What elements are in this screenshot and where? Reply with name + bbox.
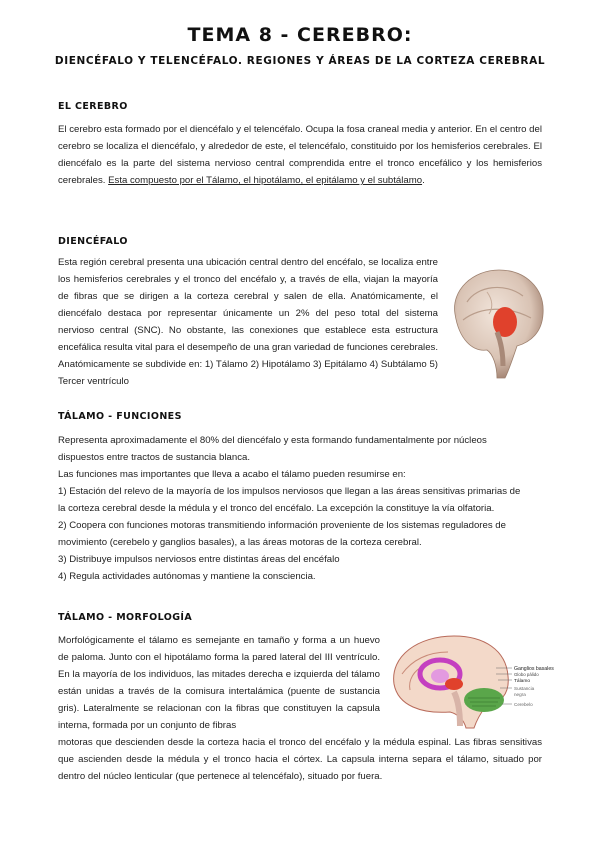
text-line: dispuestos entre tractos de sustancia blanca.: [58, 452, 250, 463]
cerebellum-shape: [464, 688, 504, 712]
text-line: movimiento (cerebelo y ganglios basales), a las áreas motoras de la corteza cerebral.: [58, 537, 422, 548]
text-line: Las funciones mas importantes que lleva a acabo el tálamo pueden resumirse en:: [58, 469, 406, 480]
text-line: 3) Distribuye impulsos nerviosos entre distintas áreas del encéfalo: [58, 554, 340, 565]
text-line: 4) Regula actividades autónomas y mantiene la consciencia.: [58, 571, 316, 582]
cerebro-period: .: [422, 175, 425, 186]
brain-diencephalon-image: [447, 262, 547, 380]
paragraph-morfologia-side: Morfológicamente el tálamo es semejante en tamaño y forma a un huevo de paloma. Junto con el hipotálamo forma la pared lateral del III ventrículo. En la mayoría de los individuos, las mitades derecha e izquierda del tálamo están unidas a través de la comisura intertalámica (puente de sustancia gris). Lateralmente se relacionan con la fibras que constituyen la capsula interna, formada por un conjunto de fibras: [58, 635, 380, 731]
text-line: la corteza cerebral desde la médula y el tronco del encéfalo. La excepción la constituye la vía olfatoria.: [58, 503, 495, 514]
section-heading-talamo-morfologia: TÁLAMO - MORFOLOGÍA: [58, 612, 193, 623]
paragraph-cerebro: [58, 121, 542, 189]
page-subtitle: DIENCÉFALO Y TELENCÉFALO. REGIONES Y ÁREAS DE LA CORTEZA CEREBRAL: [54, 55, 546, 67]
text-line: 2) Coopera con funciones motoras transmitiendo información proveniente de los sistemas reguladores de: [58, 520, 506, 531]
page-title: TEMA 8 - CEREBRO:: [187, 24, 413, 46]
label-negra: negra: [514, 692, 526, 697]
brain-thalamus-diagram: [388, 630, 554, 730]
paragraph-diencefalo: Esta región cerebral presenta una ubicación central dentro del encéfalo, se localiza entre los hemisferios cerebrales y el tronco del encéfalo y, a través de ella, viajan la mayoría de fibras que se dirigen a la corteza cerebral y salen de ella. Anatómicamente, el diencéfalo destaca por representar únicamente un 2% del peso total del sistema nervioso central (SNC). No obstante, las conexiones que establece esta estructura encefálica resulta vital para el desempeño de una gran variedad de funciones cerebrales. Anatómicamente se subdivide en: 1) Tálamo 2) Hipotálamo 3) Epitálamo 4) Subtálamo 5) Tercer ventrículo: [58, 257, 438, 387]
section-heading-cerebro: EL CEREBRO: [58, 101, 128, 112]
section-heading-diencefalo: DIENCÉFALO: [58, 236, 128, 247]
cerebro-text: El cerebro esta formado por el diencéfalo y el telencéfalo. Ocupa la fosa craneal media y anterior. En el centro del cerebro se localiza el diencéfalo, y alrededor de este, el telencéfalo, constituido por los hemisferios cerebrales. El diencéfalo es la parte del sistema nervioso central comprendida entre el tronco encefálico y los hemisferios cerebrales.: [58, 124, 542, 186]
text-line: Representa aproximadamente el 80% del diencéfalo y esta formando fundamentalmente por núcleos: [58, 435, 487, 446]
thalamus-shape: [445, 678, 463, 690]
label-talamo: Tálamo: [514, 679, 530, 684]
section-heading-talamo-funciones: TÁLAMO - FUNCIONES: [58, 411, 182, 422]
label-sustancia: Sustancia: [514, 686, 535, 691]
cerebro-underlined-text: Esta compuesto por el Tálamo, el hipotálamo, el epitálamo y el subtálamo: [108, 175, 423, 186]
paragraph-talamo-funciones: [58, 432, 548, 585]
label-cerebelo: Cerebelo: [514, 702, 533, 707]
label-globo-palido: Globo pálido: [514, 672, 539, 677]
paragraph-morfologia-full: motoras que descienden desde la corteza hacia el tronco del encéfalo y la médula espinal. Las fibras sensitivas que ascienden desde la médula y el tronco hacia el córtex. La capsula interna separa el tálamo, situado por dentro del núcleo lenticular (que pertenece al telencéfalo), situado por fuera.: [58, 737, 542, 782]
text-line: 1) Estación del relevo de la mayoría de los impulsos nerviosos que llegan a las áreas sensitivas primarias de: [58, 486, 521, 497]
label-ganglios-basales: Ganglios basales: [514, 666, 554, 672]
